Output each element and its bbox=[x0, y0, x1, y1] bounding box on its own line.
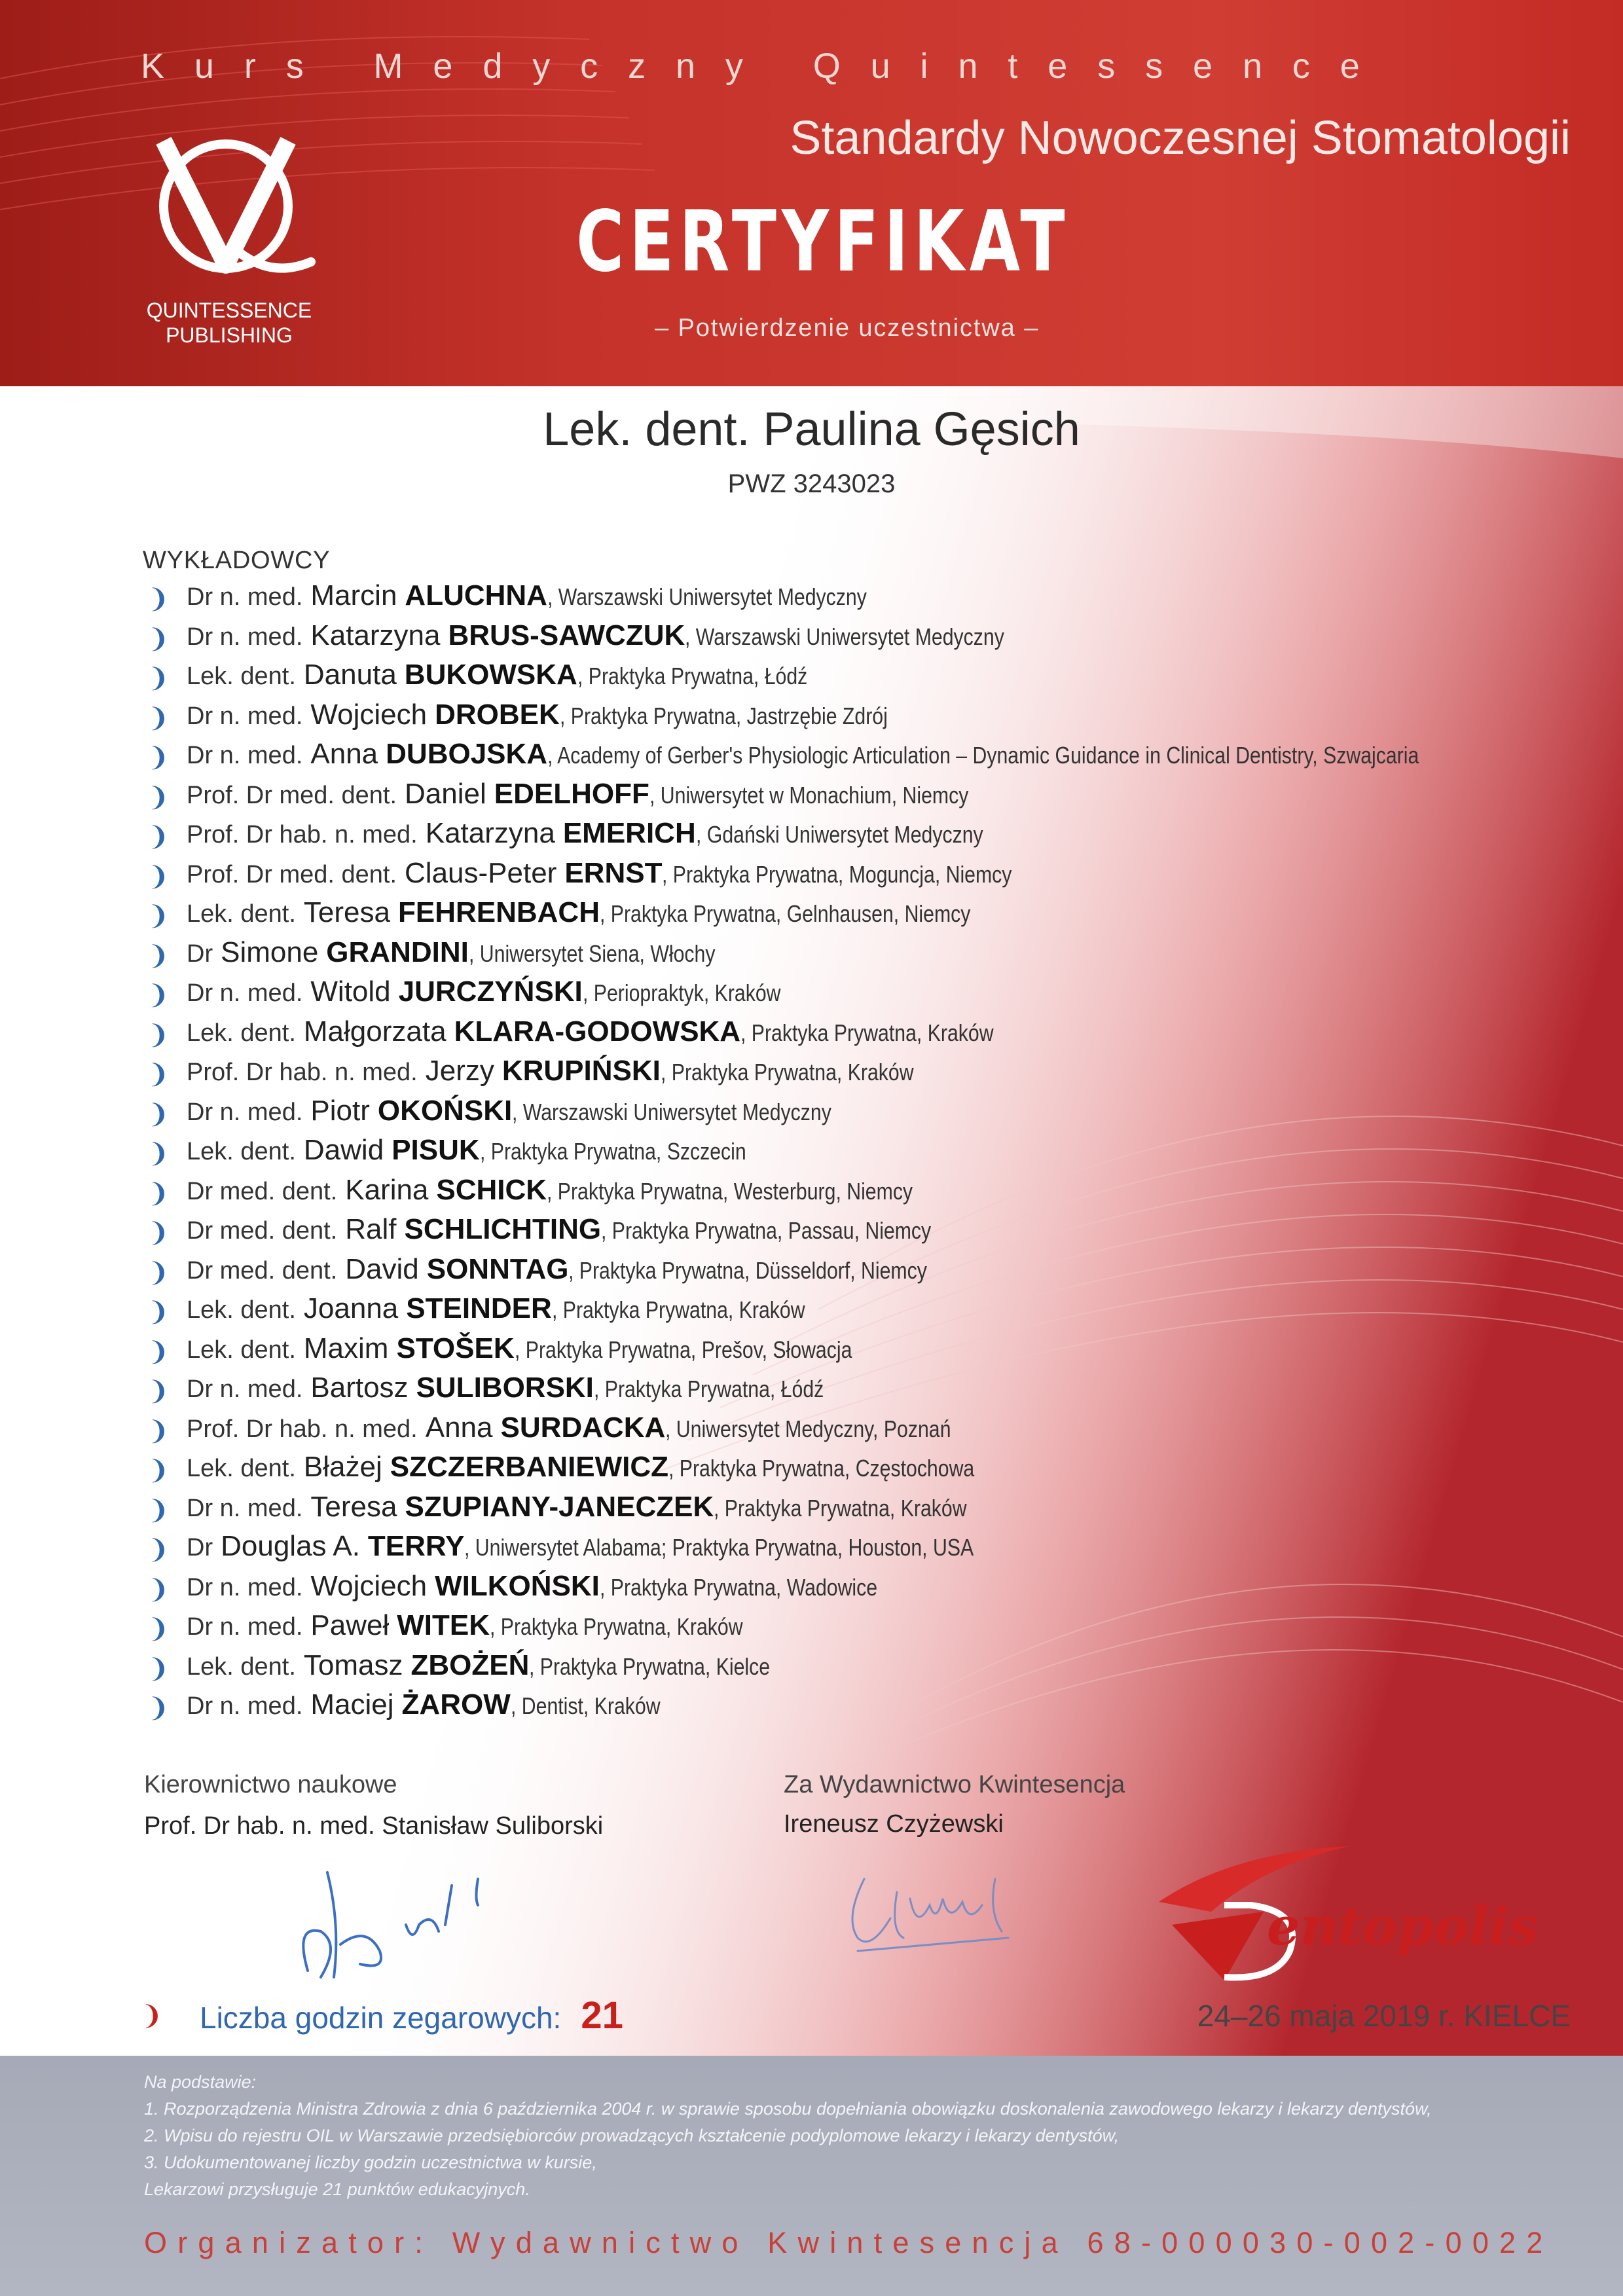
lecturer-affiliation: , Warszawski Uniwersytet Medyczny bbox=[512, 1098, 832, 1125]
lecturer-first-name: Paweł bbox=[310, 1609, 390, 1641]
lecturer-affiliation: , Praktyka Prywatna, Passau, Niemcy bbox=[601, 1217, 932, 1244]
lecturer-title: Prof. Dr hab. n. med. bbox=[187, 1059, 418, 1086]
lecturer-title: Dr n. med. bbox=[187, 623, 303, 651]
lecturer-last-name: OKOŃSKI bbox=[377, 1094, 513, 1127]
lecturer-item bbox=[147, 699, 1607, 738]
lecturer-title: Dr med. dent. bbox=[187, 1177, 338, 1205]
lecturer-title: Prof. Dr hab. n. med. bbox=[187, 1415, 418, 1443]
lecturer-last-name: KLARA-GODOWSKA bbox=[454, 1015, 741, 1048]
lecturer-first-name: Marcin bbox=[310, 579, 397, 611]
lecturer-first-name: Daniel bbox=[405, 777, 486, 810]
lecturer-last-name: EDELHOFF bbox=[494, 777, 649, 810]
lecturer-item bbox=[147, 1412, 1607, 1451]
publisher-name bbox=[134, 298, 324, 348]
lecturer-first-name: Teresa bbox=[303, 896, 390, 928]
lecturer-first-name: Błażej bbox=[303, 1451, 382, 1483]
lecturer-title: Dr n. med. bbox=[187, 583, 303, 611]
lecturer-bullet-icon: ❩ bbox=[147, 1535, 170, 1565]
lecturer-affiliation: , Praktyka Prywatna, Prešov, Słowacja bbox=[514, 1336, 852, 1363]
lecturer-last-name: BUKOWSKA bbox=[404, 659, 577, 691]
lecturer-title: Lek. dent. bbox=[187, 663, 296, 690]
lecturer-first-name: Joanna bbox=[303, 1292, 399, 1324]
lecturer-last-name: ŻAROW bbox=[401, 1688, 511, 1721]
lecturer-item bbox=[147, 1570, 1607, 1610]
lecturer-item bbox=[147, 1292, 1607, 1332]
lecturer-affiliation: , Praktyka Prywatna, Wadowice bbox=[599, 1573, 877, 1601]
lecturer-title: Lek. dent. bbox=[187, 1296, 296, 1324]
lecturer-first-name: Maciej bbox=[310, 1688, 394, 1721]
lecturer-first-name: Teresa bbox=[310, 1490, 397, 1523]
lecturer-first-name: Danuta bbox=[303, 659, 397, 691]
basis-item: 3. Udokumentowanej liczby godzin uczestnictwa w kursie, bbox=[144, 2153, 597, 2172]
lecturer-item bbox=[147, 1372, 1607, 1412]
hours-bullet-icon: ❩ bbox=[141, 2001, 163, 2030]
lecturer-title: Dr n. med. bbox=[187, 979, 303, 1007]
lecturer-bullet-icon: ❩ bbox=[147, 1139, 170, 1169]
lecturer-bullet-icon: ❩ bbox=[147, 1218, 170, 1248]
lecturer-title: Lek. dent. bbox=[187, 1019, 296, 1047]
lecturer-affiliation: , Praktyka Prywatna, Kraków bbox=[714, 1494, 967, 1522]
participant-name: Lek. dent. Paulina Gęsich bbox=[543, 403, 1080, 456]
lecturer-item bbox=[147, 579, 1607, 619]
lecturer-first-name: Claus-Peter bbox=[405, 856, 557, 889]
scientific-director-label: Kierownictwo naukowe bbox=[144, 1771, 397, 1798]
lecturer-first-name: Wojciech bbox=[310, 1569, 428, 1602]
lecturer-last-name: SONNTAG bbox=[426, 1252, 569, 1285]
lecturer-bullet-icon: ❩ bbox=[147, 1575, 170, 1604]
lecturer-affiliation: , Uniwersytet w Monachium, Niemcy bbox=[649, 781, 969, 809]
basis-item: 2. Wpisu do rejestru OIL w Warszawie przedsiębiorców prowadzących kształcenie podyplomowe lekarzy i lekarzy dentystów, bbox=[144, 2126, 1120, 2145]
lecturer-title: Lek. dent. bbox=[187, 1652, 296, 1681]
lecturer-bullet-icon: ❩ bbox=[147, 822, 170, 852]
lecturer-title: Lek. dent. bbox=[187, 1336, 296, 1364]
lecturer-affiliation: , Praktyka Prywatna, Łódź bbox=[577, 663, 808, 689]
lecturer-affiliation: , Praktyka Prywatna, Gelnhausen, Niemcy bbox=[599, 900, 971, 927]
lecturer-item bbox=[147, 1332, 1607, 1372]
lecturer-item bbox=[147, 1491, 1607, 1531]
course-name: Kurs Medyczny Quintessence bbox=[141, 46, 1390, 86]
lecturer-first-name: Jerzy bbox=[425, 1055, 494, 1087]
lecturer-last-name: DUBOJSKA bbox=[386, 738, 548, 770]
lecturer-item bbox=[147, 1451, 1607, 1491]
lecturer-bullet-icon: ❩ bbox=[147, 1178, 170, 1208]
lecturer-bullet-icon: ❩ bbox=[147, 1298, 170, 1327]
lecturer-last-name: SZUPIANY-JANECZEK bbox=[405, 1490, 714, 1523]
lecturer-title: Dr bbox=[187, 1534, 213, 1561]
participant-pwz: PWZ 3243023 bbox=[727, 469, 896, 498]
lecturer-title: Dr n. med. bbox=[187, 1098, 303, 1126]
lecturer-bullet-icon: ❩ bbox=[147, 981, 170, 1010]
lecturer-bullet-icon: ❩ bbox=[147, 1099, 170, 1129]
lecturer-title: Dr n. med. bbox=[187, 702, 303, 730]
lecturer-title: Lek. dent. bbox=[187, 1455, 296, 1482]
lecturer-affiliation: , Warszawski Uniwersytet Medyczny bbox=[685, 623, 1005, 650]
lecturer-item bbox=[147, 1530, 1607, 1570]
lecturer-item bbox=[147, 619, 1607, 659]
hours-row bbox=[141, 1994, 623, 2037]
lecturer-item bbox=[147, 817, 1607, 857]
lecturer-last-name: SULIBORSKI bbox=[416, 1372, 594, 1404]
lecturer-affiliation: , Uniwersytet Alabama; Praktyka Prywatna, Houston, USA bbox=[464, 1534, 974, 1561]
scientific-director-name: Prof. Dr hab. n. med. Stanisław Suliborski bbox=[144, 1812, 604, 1840]
lecturer-item bbox=[147, 857, 1607, 897]
lecturer-bullet-icon: ❩ bbox=[147, 1258, 170, 1287]
lecturer-item bbox=[147, 1095, 1607, 1135]
lecturer-last-name: SZCZERBANIEWICZ bbox=[390, 1451, 669, 1483]
lecturer-last-name: GRANDINI bbox=[326, 936, 469, 968]
participation-confirmation: – Potwierdzenie uczestnictwa – bbox=[655, 314, 1040, 342]
lecturer-last-name: ZBOŻEŃ bbox=[410, 1649, 530, 1681]
event-date-place: 24–26 maja 2019 r. KIELCE bbox=[1197, 1999, 1571, 2033]
lecturer-last-name: WILKOŃSKI bbox=[435, 1569, 600, 1602]
publisher-signature-icon bbox=[831, 1840, 1048, 1971]
lecturer-affiliation: , Warszawski Uniwersytet Medyczny bbox=[547, 583, 867, 610]
certificate-header bbox=[0, 0, 1623, 386]
lecturer-title: Dr med. dent. bbox=[187, 1256, 338, 1285]
lecturer-first-name: Anna bbox=[425, 1411, 493, 1444]
lecturer-first-name: Douglas A. bbox=[221, 1530, 360, 1562]
basis-heading: Na podstawie: bbox=[144, 2072, 257, 2092]
lecturer-last-name: DROBEK bbox=[435, 698, 560, 731]
lecturer-item bbox=[147, 1649, 1607, 1689]
lecturer-first-name: Katarzyna bbox=[425, 817, 555, 849]
lecturer-bullet-icon: ❩ bbox=[147, 1377, 170, 1406]
organizer-line: Organizator: Wydawnictwo Kwintesencja 68-000030-002-0022 bbox=[144, 2226, 1554, 2259]
hours-label: Liczba godzin zegarowych: bbox=[200, 2001, 562, 2035]
lecturer-last-name: KRUPIŃSKI bbox=[501, 1055, 661, 1087]
lecturer-item bbox=[147, 936, 1607, 976]
lecturer-item bbox=[147, 1213, 1607, 1253]
lecturer-title: Dr n. med. bbox=[187, 742, 303, 769]
lecturer-title: Prof. Dr hab. n. med. bbox=[187, 821, 418, 848]
lecturer-affiliation: , Praktyka Prywatna, Kraków bbox=[490, 1613, 743, 1640]
course-subtitle: Standardy Nowoczesnej Stomatologii bbox=[790, 112, 1571, 164]
lecturer-bullet-icon: ❩ bbox=[147, 1456, 170, 1485]
lecturer-last-name: FEHRENBACH bbox=[397, 896, 600, 928]
lecturer-affiliation: , Periopraktyk, Kraków bbox=[582, 979, 781, 1006]
lecturer-bullet-icon: ❩ bbox=[147, 1337, 170, 1366]
lecturer-affiliation: , Praktyka Prywatna, Szczecin bbox=[479, 1138, 746, 1165]
lecturer-bullet-icon: ❩ bbox=[147, 1060, 170, 1089]
lecturer-affiliation: , Praktyka Prywatna, Kielce bbox=[529, 1652, 771, 1680]
lecturer-title: Dr med. dent. bbox=[187, 1217, 338, 1245]
lecturer-title: Prof. Dr med. dent. bbox=[187, 860, 397, 888]
lecturer-item bbox=[147, 778, 1607, 818]
lecturer-affiliation: , Uniwersytet Medyczny, Poznań bbox=[665, 1415, 951, 1442]
lecturer-affiliation: , Dentist, Kraków bbox=[510, 1692, 661, 1719]
dentopolis-logo-icon bbox=[1152, 1840, 1571, 1990]
lecturer-item bbox=[147, 1174, 1607, 1214]
lecturer-first-name: Karina bbox=[345, 1173, 429, 1206]
lecturer-affiliation: , Praktyka Prywatna, Kraków bbox=[660, 1059, 914, 1085]
lecturer-last-name: WITEK bbox=[397, 1609, 490, 1641]
lecturers-list bbox=[147, 579, 1607, 1728]
lecturer-bullet-icon: ❩ bbox=[147, 1614, 170, 1644]
publisher-signatory-name: Ireneusz Czyżewski bbox=[784, 1810, 1004, 1838]
legal-basis bbox=[144, 2069, 1611, 2203]
lecturer-title: Dr n. med. bbox=[187, 1692, 303, 1720]
lecturer-last-name: SCHICK bbox=[436, 1173, 547, 1206]
lecturer-last-name: SCHLICHTING bbox=[404, 1213, 602, 1245]
lecturer-item bbox=[147, 1609, 1607, 1649]
certificate-title: CERTYFIKAT bbox=[576, 193, 1070, 291]
lecturer-item bbox=[147, 1055, 1607, 1095]
lecturer-affiliation: , Praktyka Prywatna, Moguncja, Niemcy bbox=[662, 860, 1012, 888]
publisher-line1: QUINTESSENCE bbox=[146, 299, 312, 322]
lecturer-last-name: EMERICH bbox=[562, 817, 696, 849]
lecturer-affiliation: , Praktyka Prywatna, Częstochowa bbox=[668, 1455, 975, 1482]
lecturer-affiliation: , Praktyka Prywatna, Łódź bbox=[593, 1376, 824, 1402]
lecturer-last-name: SURDACKA bbox=[500, 1411, 666, 1444]
lecturer-bullet-icon: ❩ bbox=[147, 624, 170, 653]
lecturer-bullet-icon: ❩ bbox=[147, 703, 170, 733]
lecturer-first-name: Piotr bbox=[310, 1094, 370, 1127]
lecturer-bullet-icon: ❩ bbox=[147, 941, 170, 970]
lecturer-item bbox=[147, 1134, 1607, 1174]
lecturer-first-name: Katarzyna bbox=[310, 619, 441, 651]
lecturer-title: Dr n. med. bbox=[187, 1573, 303, 1601]
lecturer-bullet-icon: ❩ bbox=[147, 782, 170, 812]
lecturer-affiliation: , Praktyka Prywatna, Kraków bbox=[551, 1296, 805, 1323]
lecturer-first-name: Simone bbox=[221, 936, 319, 968]
lecturer-title: Dr n. med. bbox=[187, 1376, 303, 1403]
lecturer-last-name: JURCZYŃSKI bbox=[398, 975, 583, 1008]
lecturer-first-name: Wojciech bbox=[310, 698, 428, 731]
education-points: Lekarzowi przysługuje 21 punktów edukacyjnych. bbox=[144, 2179, 530, 2199]
lecturer-title: Dr n. med. bbox=[187, 1494, 303, 1522]
lecturer-item bbox=[147, 1015, 1607, 1055]
lecturer-first-name: Dawid bbox=[303, 1134, 384, 1166]
lecturer-affiliation: , Gdański Uniwersytet Medyczny bbox=[695, 821, 983, 848]
lecturer-item bbox=[147, 1688, 1607, 1728]
publisher-signatory-label: Za Wydawnictwo Kwintesencja bbox=[784, 1771, 1125, 1798]
lecturer-bullet-icon: ❩ bbox=[147, 1694, 170, 1723]
lecturer-title: Dr bbox=[187, 939, 213, 968]
lecturer-first-name: Małgorzata bbox=[303, 1015, 447, 1048]
lecturer-item bbox=[147, 896, 1607, 936]
lecturer-title: Dr n. med. bbox=[187, 1613, 303, 1641]
director-signature-icon bbox=[282, 1846, 530, 1997]
lecturer-last-name: TERRY bbox=[367, 1530, 465, 1562]
hours-value: 21 bbox=[581, 1994, 623, 2037]
lecturer-bullet-icon: ❩ bbox=[147, 743, 170, 773]
quintessence-logo-icon bbox=[128, 128, 324, 291]
lecturer-affiliation: , Praktyka Prywatna, Kraków bbox=[740, 1019, 994, 1046]
lecturer-item bbox=[147, 659, 1607, 699]
publisher-line2: PUBLISHING bbox=[166, 323, 293, 347]
lecturer-bullet-icon: ❩ bbox=[147, 862, 170, 891]
lecturer-last-name: ALUCHNA bbox=[405, 579, 547, 611]
lecturer-affiliation: , Praktyka Prywatna, Jastrzębie Zdrój bbox=[559, 702, 888, 729]
lecturer-item bbox=[147, 738, 1607, 778]
lecturer-first-name: Bartosz bbox=[310, 1372, 409, 1404]
lecturer-last-name: BRUS-SAWCZUK bbox=[448, 619, 685, 651]
lecturer-first-name: Tomasz bbox=[303, 1649, 403, 1681]
dentopolis-wordmark: entopolis bbox=[1267, 1895, 1539, 1957]
lecturer-last-name: STOŠEK bbox=[396, 1332, 515, 1364]
lecturer-title: Prof. Dr med. dent. bbox=[187, 781, 397, 809]
lecturer-last-name: STEINDER bbox=[406, 1292, 552, 1324]
lecturer-affiliation: , Praktyka Prywatna, Westerburg, Niemcy bbox=[547, 1177, 913, 1205]
lecturer-first-name: Witold bbox=[310, 975, 391, 1008]
lecturer-first-name: Maxim bbox=[303, 1332, 389, 1364]
lecturer-bullet-icon: ❩ bbox=[147, 585, 170, 614]
lecturer-bullet-icon: ❩ bbox=[147, 902, 170, 931]
lecturer-last-name: ERNST bbox=[564, 856, 663, 889]
lecturer-bullet-icon: ❩ bbox=[147, 1020, 170, 1049]
lecturer-first-name: Ralf bbox=[345, 1213, 397, 1245]
lecturer-item bbox=[147, 975, 1607, 1015]
lecturer-bullet-icon: ❩ bbox=[147, 1416, 170, 1446]
lecturer-first-name: David bbox=[345, 1252, 419, 1285]
lecturer-item bbox=[147, 1253, 1607, 1293]
lecturer-bullet-icon: ❩ bbox=[147, 664, 170, 693]
lecturer-affiliation: , Uniwersytet Siena, Włochy bbox=[468, 939, 716, 967]
lecturer-bullet-icon: ❩ bbox=[147, 1495, 170, 1525]
lecturer-last-name: PISUK bbox=[392, 1134, 480, 1166]
lecturer-affiliation: , Praktyka Prywatna, Düsseldorf, Niemcy bbox=[568, 1256, 928, 1284]
lecturer-title: Lek. dent. bbox=[187, 1138, 296, 1165]
participant bbox=[0, 403, 1623, 499]
lecturer-bullet-icon: ❩ bbox=[147, 1654, 170, 1683]
lecturer-first-name: Anna bbox=[310, 738, 378, 770]
lecturer-affiliation: , Academy of Gerber's Physiologic Articulation – Dynamic Guidance in Clinical Dentistry, Szwajcaria bbox=[547, 742, 1419, 769]
lecturers-heading: WYKŁADOWCY bbox=[143, 547, 331, 574]
basis-item: 1. Rozporządzenia Ministra Zdrowia z dnia 6 października 2004 r. w sprawie sposobu dopełniania obowiązku doskonalenia zawodowego lekarzy i lekarzy dentystów, bbox=[144, 2099, 1432, 2119]
lecturer-title: Lek. dent. bbox=[187, 900, 296, 928]
